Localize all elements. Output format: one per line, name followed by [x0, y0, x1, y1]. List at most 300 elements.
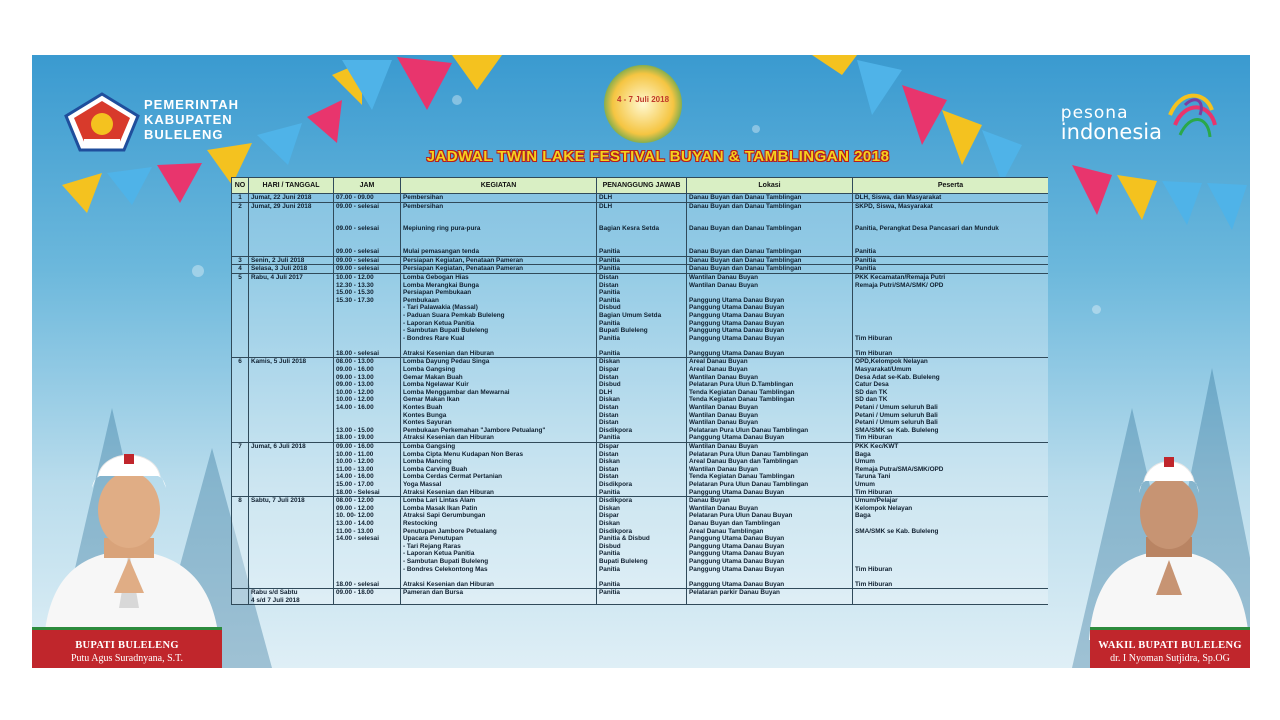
- cell-time: [334, 202, 401, 256]
- cell-time-line: 09.00 - 12.00: [336, 504, 374, 512]
- cell-responsible-line: Distan: [599, 465, 619, 473]
- cell-location: [687, 273, 853, 358]
- cell-responsible-line: Disbud: [599, 381, 621, 389]
- cell-location-line: Pelataran Pura Ulun D.Tamblingan: [689, 381, 794, 389]
- cell-time-line: 13.00 - 14.00: [336, 519, 374, 527]
- cell-participants-line: SD dan TK: [855, 388, 888, 396]
- cell-responsible-line: Disbud: [599, 304, 621, 312]
- cell-activity-line: - Sambutan Bupati Buleleng: [403, 557, 489, 565]
- cell-responsible-line: Distan: [599, 450, 619, 458]
- cell-location-line: Wantilan Danau Buyan: [689, 465, 759, 473]
- cell-activity-line: Persiapan Kegiatan, Penataan Pameran: [403, 265, 524, 273]
- cell-no: 3: [232, 256, 249, 265]
- cell-responsible-line: Distan: [599, 281, 619, 289]
- cell-time-line: [336, 210, 398, 218]
- table-row: [232, 443, 1049, 497]
- cell-location: [687, 256, 853, 265]
- cell-location: [687, 265, 853, 274]
- cell-time-line: 09.00 - 16.00: [336, 366, 374, 374]
- cell-day-line: Kamis, 5 Juli 2018: [251, 358, 307, 366]
- cell-participants-line: [855, 312, 1046, 320]
- cell-day: [249, 497, 334, 589]
- cell-time-line: [336, 312, 398, 320]
- cell-location-line: [689, 342, 850, 350]
- cell-no: 5: [232, 273, 249, 358]
- cell-responsible-line: Panitia & Disbud: [599, 535, 650, 543]
- cell-responsible-line: Panitia: [599, 334, 620, 342]
- cell-activity-line: Atraksi Kesenian dan Hiburan: [403, 580, 494, 588]
- cell-location-line: [689, 210, 850, 218]
- cell-location-line: Danau Buyan dan Danau Tamblingan: [689, 194, 802, 201]
- cell-time-line: 18.00 - Selesai: [336, 488, 380, 496]
- cell-activity-line: Lomba Menggambar dan Mewarnai: [403, 388, 510, 396]
- cell-time-line: 09.00 - 13.00: [336, 381, 374, 389]
- cell-activity: [401, 265, 597, 274]
- cell-location-line: Danau Buyan dan Danau Tamblingan: [689, 265, 802, 273]
- cell-responsible-line: Distan: [599, 419, 619, 427]
- cell-time-line: 10.00 - 12.00: [336, 458, 374, 466]
- cell-participants-line: [855, 342, 1046, 350]
- cell-participants: [853, 256, 1049, 265]
- cell-location-line: Wantilan Danau Buyan: [689, 373, 759, 381]
- cell-responsible-line: Bagian Umum Setda: [599, 311, 662, 319]
- bunting-flags-center: [332, 55, 752, 185]
- cell-time-line: 11.00 - 13.00: [336, 465, 374, 473]
- cell-location-line: Pelataran Pura Ulun Danau Tamblingan: [689, 426, 809, 434]
- cell-location-line: Danau Buyan dan Tamblingan: [689, 519, 781, 527]
- cell-participants-line: [855, 589, 1046, 597]
- cell-activity-line: Lomba Mancing: [403, 458, 452, 466]
- cell-participants-line: Baga: [855, 512, 871, 520]
- cell-time-line: 14.00 - selesai: [336, 535, 379, 543]
- cell-location-line: Danau Buyan: [689, 497, 730, 505]
- cell-responsible-line: [599, 218, 684, 226]
- cell-day: [249, 273, 334, 358]
- festival-logo: [604, 65, 682, 143]
- cell-activity-line: Restocking: [403, 519, 438, 527]
- cell-activity-line: - Bondres Celekontong Mas: [403, 565, 488, 573]
- cell-responsible-line: Distan: [599, 373, 619, 381]
- cell-time-line: 10.00 - 12.00: [336, 396, 374, 404]
- cell-responsible-line: [599, 241, 684, 249]
- government-name: [144, 97, 239, 142]
- cell-participants-line: Panitia: [855, 265, 876, 273]
- cell-location-line: Panggung Utama Danau Buyan: [689, 434, 785, 442]
- cell-day-line: Jumat, 22 Juni 2018: [251, 194, 312, 201]
- cell-responsible-line: [599, 210, 684, 218]
- column-header-location: Lokasi: [687, 178, 853, 194]
- vice-regent-name: dr. I Nyoman Sutjidra, Sp.OG: [1110, 653, 1230, 664]
- cell-time-line: 15.30 - 17.30: [336, 296, 374, 304]
- cell-activity-line: Atraksi Kesenian dan Hiburan: [403, 434, 494, 442]
- cell-time-line: 09.00 - 18.00: [336, 589, 374, 597]
- cell-activity-line: - Laporan Ketua Panitia: [403, 319, 475, 327]
- government-line: KABUPATEN: [144, 112, 233, 127]
- cell-day: [249, 265, 334, 274]
- column-header-responsible: PENANGGUNG JAWAB: [597, 178, 687, 194]
- cell-time-line: 09.00 - selesai: [336, 248, 379, 256]
- cell-time-line: 10.00 - 11.00: [336, 450, 374, 458]
- cell-no: 1: [232, 194, 249, 203]
- cell-activity-line: Persiapan Kegiatan, Penataan Pameran: [403, 256, 524, 264]
- cell-responsible-line: Bupati Buleleng: [599, 327, 648, 335]
- cell-responsible: [597, 202, 687, 256]
- cell-responsible-line: Panitia: [599, 265, 620, 273]
- cell-activity-line: Kontes Buah: [403, 404, 443, 412]
- cell-responsible-line: Bupati Buleleng: [599, 557, 648, 565]
- cell-no: 7: [232, 443, 249, 497]
- cell-time-line: 10.00 - 12.00: [336, 273, 374, 281]
- cell-day: [249, 202, 334, 256]
- cell-participants-line: Petani / Umum seluruh Bali: [855, 411, 938, 419]
- cell-activity-line: Yoga Massal: [403, 480, 442, 488]
- cell-time-line: 11.00 - 13.00: [336, 527, 374, 535]
- vice-regent-caption: [1090, 627, 1250, 668]
- cell-location-line: Areal Danau Buyan: [689, 358, 748, 366]
- cell-time-line: 10. 00- 12.00: [336, 512, 374, 520]
- cell-day: [249, 194, 334, 203]
- column-header-time: JAM: [334, 178, 401, 194]
- government-line: BULELENG: [144, 127, 224, 142]
- cell-participants-line: PKK Kecamatan/Remaja Putri: [855, 273, 946, 281]
- cell-location-line: Panggung Utama Danau Buyan: [689, 304, 785, 312]
- regent-portrait: [34, 428, 224, 640]
- cell-location-line: Pelataran parkir Danau Buyan: [689, 589, 780, 597]
- cell-location-line: [689, 289, 850, 297]
- cell-activity-line: - Tari Rejang Raras: [403, 542, 461, 550]
- cell-location-line: Panggung Utama Danau Buyan: [689, 542, 785, 550]
- cell-activity-line: Atraksi Sapi Gerumbungan: [403, 512, 486, 520]
- cell-activity-line: - Laporan Ketua Panitia: [403, 550, 475, 558]
- cell-location-line: [689, 218, 850, 226]
- cell-responsible-line: Disdikpora: [599, 426, 633, 434]
- government-line: PEMERINTAH: [144, 97, 239, 112]
- cell-responsible-line: Dispar: [599, 443, 619, 450]
- cell-activity: [401, 256, 597, 265]
- column-header-activity: KEGIATAN: [401, 178, 597, 194]
- cell-time: [334, 194, 401, 203]
- cell-participants-line: Panitia: [855, 248, 876, 256]
- cell-activity-line: Mepiuning ring pura-pura: [403, 225, 481, 233]
- cell-location-line: Tenda Kegiatan Danau Tamblingan: [689, 473, 795, 481]
- cell-activity-line: Lomba Gebogan Hias: [403, 273, 469, 281]
- cell-location-line: Danau Buyan dan Danau Tamblingan: [689, 248, 802, 256]
- cell-participants-line: Petani / Umum seluruh Bali: [855, 404, 938, 412]
- schedule-title: JADWAL TWIN LAKE FESTIVAL BUYAN & TAMBLINGAN 2018: [426, 148, 890, 165]
- cell-time-line: 08.00 - 13.00: [336, 358, 374, 366]
- cell-no: [232, 589, 249, 605]
- cell-activity-line: [403, 241, 594, 249]
- cell-activity-line: - Paduan Suara Pemkab Buleleng: [403, 311, 505, 319]
- cell-location-line: Areal Danau Buyan dan Tamblingan: [689, 458, 798, 466]
- cell-time-line: 18.00 - 19.00: [336, 434, 374, 442]
- cell-responsible-line: Panitia: [599, 349, 620, 357]
- cell-participants-line: Catur Desa: [855, 381, 889, 389]
- cell-time-line: 10.00 - 12.00: [336, 388, 374, 396]
- cell-location-line: Wantilan Danau Buyan: [689, 411, 759, 419]
- cell-location-line: [689, 233, 850, 241]
- cell-responsible-line: Panitia: [599, 488, 620, 496]
- cell-day-line: Rabu s/d Sabtu: [251, 589, 298, 597]
- cell-activity-line: Kontes Bunga: [403, 411, 447, 419]
- cell-activity-line: Lomba Masak Ikan Patin: [403, 504, 478, 512]
- cell-responsible-line: [599, 342, 684, 350]
- cell-location-line: Danau Buyan dan Danau Tamblingan: [689, 256, 802, 264]
- cell-time: [334, 256, 401, 265]
- cell-responsible-line: Panitia: [599, 550, 620, 558]
- table-header-row: [232, 178, 1049, 194]
- cell-responsible-line: DLH: [599, 202, 613, 210]
- cell-participants-line: Panitia, Perangkat Desa Pancasari dan Munduk: [855, 225, 999, 233]
- cell-participants: [853, 358, 1049, 443]
- cell-day: [249, 256, 334, 265]
- cell-activity-line: Lomba Cerdas Cermat Pertanian: [403, 473, 503, 481]
- cell-participants-line: [855, 573, 1046, 581]
- cell-location-line: Danau Buyan dan Danau Tamblingan: [689, 225, 802, 233]
- cell-participants-line: Tim Hiburan: [855, 349, 893, 357]
- cell-time-line: 09.00 - 13.00: [336, 373, 374, 381]
- cell-time-line: [336, 233, 398, 241]
- cell-responsible-line: Diskan: [599, 396, 620, 404]
- cell-location-line: Tenda Kegiatan Danau Tamblingan: [689, 396, 795, 404]
- cell-responsible-line: Bagian Kesra Setda: [599, 225, 660, 233]
- cell-location-line: Panggung Utama Danau Buyan: [689, 327, 785, 335]
- cell-time-line: 09.00 - 16.00: [336, 443, 374, 450]
- cell-no: 6: [232, 358, 249, 443]
- cell-time-line: [336, 558, 398, 566]
- cell-participants-line: Tim Hiburan: [855, 565, 893, 573]
- table-row: [232, 256, 1049, 265]
- cell-day: [249, 589, 334, 605]
- cell-responsible-line: Disdikpora: [599, 480, 633, 488]
- cell-responsible: [597, 256, 687, 265]
- cell-time: [334, 273, 401, 358]
- cell-responsible-line: Distan: [599, 404, 619, 412]
- pesona-word: pesona: [1060, 103, 1129, 123]
- cell-activity-line: [403, 210, 594, 218]
- cell-time-line: [336, 304, 398, 312]
- cell-time: [334, 443, 401, 497]
- cell-participants-line: SMA/SMK se Kab. Buleleng: [855, 426, 939, 434]
- cell-activity-line: Lomba Carving Buah: [403, 465, 468, 473]
- cell-participants-line: Desa Adat se-Kab. Buleleng: [855, 373, 940, 381]
- cell-participants: [853, 443, 1049, 497]
- cell-time-line: 09.00 - selesai: [336, 202, 379, 210]
- column-header-participants: Peserta: [853, 178, 1049, 194]
- cell-time-line: 15.00 - 17.00: [336, 480, 374, 488]
- cell-activity: [401, 202, 597, 256]
- cell-day: [249, 443, 334, 497]
- cell-participants-line: [855, 289, 1046, 297]
- cell-location-line: Wantilan Danau Buyan: [689, 504, 759, 512]
- cell-day-line: Sabtu, 7 Juli 2018: [251, 497, 305, 505]
- cell-day-line: Senin, 2 Juli 2018: [251, 256, 305, 264]
- cell-participants-line: [855, 210, 1046, 218]
- cell-location: [687, 497, 853, 589]
- cell-time: [334, 497, 401, 589]
- cell-time-line: [336, 335, 398, 343]
- cell-location-line: Panggung Utama Danau Buyan: [689, 349, 785, 357]
- cell-participants-line: Remaja Putri/SMA/SMK/ OPD: [855, 281, 944, 289]
- cell-location-line: Pelataran Pura Ulun Danau Tamblingan: [689, 450, 809, 458]
- cell-activity-line: - Tari Palawakia (Massal): [403, 304, 478, 312]
- cell-location-line: Wantilan Danau Buyan: [689, 443, 759, 450]
- cell-responsible-line: Panitia: [599, 248, 620, 256]
- column-header-no: NO: [232, 178, 249, 194]
- pesona-indonesia-logo: [1061, 105, 1162, 143]
- cell-participants-line: Taruna Tani: [855, 473, 891, 481]
- cell-participants-line: Tim Hiburan: [855, 580, 893, 588]
- cell-responsible-line: Disbud: [599, 542, 621, 550]
- cell-responsible-line: DLH: [599, 388, 613, 396]
- cell-participants-line: Tim Hiburan: [855, 334, 893, 342]
- cell-day: [249, 358, 334, 443]
- cell-activity-line: Pembukaan Perkemahan "Jambore Petualang": [403, 426, 546, 434]
- cell-participants-line: DLH, Siswa, dan Masyarakat: [855, 194, 942, 201]
- cell-time-line: 08.00 - 12.00: [336, 497, 374, 505]
- schedule-table-body: [232, 194, 1049, 605]
- cell-activity-line: Lomba Gangsing: [403, 443, 456, 450]
- cell-responsible-line: Diskan: [599, 358, 620, 366]
- cell-participants-line: SD dan TK: [855, 396, 888, 404]
- cell-activity-line: Pembukaan: [403, 296, 439, 304]
- bokeh-light: [752, 125, 760, 133]
- cell-responsible-line: Panitia: [599, 565, 620, 573]
- cell-participants-line: Masyarakat/Umum: [855, 366, 912, 374]
- cell-responsible-line: Panitia: [599, 589, 620, 597]
- cell-time-line: 09.00 - selesai: [336, 225, 379, 233]
- cell-time-line: [336, 412, 398, 420]
- cell-participants-line: [855, 550, 1046, 558]
- cell-participants-line: [855, 558, 1046, 566]
- cell-participants: [853, 202, 1049, 256]
- cell-no: 2: [232, 202, 249, 256]
- cell-time-line: 07.00 - 09.00: [336, 194, 374, 201]
- cell-no: 8: [232, 497, 249, 589]
- cell-activity: [401, 497, 597, 589]
- cell-participants-line: [855, 320, 1046, 328]
- cell-responsible-line: Panitia: [599, 319, 620, 327]
- cell-day-line: Selasa, 3 Juli 2018: [251, 265, 308, 273]
- cell-activity-line: Lomba Lari Lintas Alam: [403, 497, 476, 505]
- cell-responsible-line: Panitia: [599, 580, 620, 588]
- cell-responsible-line: [599, 573, 684, 581]
- cell-location-line: Panggung Utama Danau Buyan: [689, 557, 785, 565]
- cell-participants: [853, 273, 1049, 358]
- cell-participants-line: [855, 304, 1046, 312]
- festival-banner: [32, 55, 1250, 668]
- schedule-table-container: [231, 177, 1048, 649]
- cell-location-line: Areal Danau Buyan: [689, 366, 748, 374]
- cell-participants-line: OPD,Kelompok Nelayan: [855, 358, 928, 366]
- buleleng-emblem-icon: [62, 92, 142, 152]
- cell-participants-line: Tim Hiburan: [855, 434, 893, 442]
- cell-activity-line: Lomba Merangkai Bunga: [403, 281, 479, 289]
- cell-responsible-line: [599, 233, 684, 241]
- cell-activity-line: [403, 218, 594, 226]
- cell-location-line: Panggung Utama Danau Buyan: [689, 580, 785, 588]
- cell-time-line: 13.00 - 15.00: [336, 426, 374, 434]
- cell-responsible-line: Diskan: [599, 504, 620, 512]
- cell-activity: [401, 194, 597, 203]
- cell-activity-line: Pembersihan: [403, 194, 444, 201]
- cell-responsible: [597, 358, 687, 443]
- cell-participants-line: Tim Hiburan: [855, 488, 893, 496]
- regent-name: Putu Agus Suradnyana, S.T.: [70, 653, 184, 664]
- cell-location-line: Panggung Utama Danau Buyan: [689, 535, 785, 543]
- cell-time: [334, 589, 401, 605]
- column-header-day: HARI / TANGGAL: [249, 178, 334, 194]
- cell-location-line: Pelataran Pura Ulun Danau Buyan: [689, 512, 793, 520]
- cell-activity-line: Gemar Makan Buah: [403, 373, 463, 381]
- cell-activity-line: Upacara Penutupan: [403, 535, 464, 543]
- cell-responsible: [597, 194, 687, 203]
- cell-location-line: Pelataran Pura Ulun Danau Tamblingan: [689, 480, 809, 488]
- cell-responsible-line: Diskan: [599, 519, 620, 527]
- cell-participants-line: Umum/Pelajar: [855, 497, 898, 505]
- cell-location: [687, 443, 853, 497]
- cell-participants-line: Petani / Umum seluruh Bali: [855, 419, 938, 427]
- cell-location-line: Wantilan Danau Buyan: [689, 419, 759, 427]
- cell-participants: [853, 497, 1049, 589]
- cell-participants: [853, 194, 1049, 203]
- cell-location-line: Wantilan Danau Buyan: [689, 273, 759, 281]
- cell-responsible-line: Distan: [599, 473, 619, 481]
- cell-responsible-line: Dispar: [599, 366, 619, 374]
- cell-activity-line: Pameran dan Bursa: [403, 589, 464, 597]
- cell-day-line: Rabu, 4 Juli 2017: [251, 273, 303, 281]
- indonesia-word: indonesia: [1060, 120, 1162, 144]
- cell-participants-line: SKPD, Siswa, Masyarakat: [855, 202, 933, 210]
- cell-activity-line: Pembersihan: [403, 202, 444, 210]
- cell-no: 4: [232, 265, 249, 274]
- cell-activity: [401, 358, 597, 443]
- cell-activity-line: Lomba Cipta Menu Kudapan Non Beras: [403, 450, 524, 458]
- table-row: [232, 265, 1049, 274]
- cell-activity: [401, 273, 597, 358]
- cell-location-line: Panggung Utama Danau Buyan: [689, 296, 785, 304]
- cell-responsible-line: Distan: [599, 411, 619, 419]
- table-row: [232, 358, 1049, 443]
- cell-responsible: [597, 265, 687, 274]
- cell-day-line: Jumat, 29 Juni 2018: [251, 202, 312, 210]
- cell-activity-line: - Sambutan Bupati Buleleng: [403, 327, 489, 335]
- vice-regent-title: WAKIL BUPATI BULELENG: [1098, 640, 1242, 651]
- cell-time-line: 15.00 - 15.30: [336, 289, 374, 297]
- cell-activity-line: Gemar Makan Ikan: [403, 396, 460, 404]
- cell-location-line: Wantilan Danau Buyan: [689, 281, 759, 289]
- cell-activity-line: [403, 573, 594, 581]
- cell-activity-line: Penutupan Jambore Petualang: [403, 527, 497, 535]
- cell-participants-line: SMA/SMK se Kab. Buleleng: [855, 527, 939, 535]
- cell-location-line: Areal Danau Tamblingan: [689, 527, 764, 535]
- cell-participants-line: [855, 327, 1046, 335]
- cell-responsible-line: Diskan: [599, 458, 620, 466]
- cell-time-line: [336, 573, 398, 581]
- cell-responsible-line: Disdikpora: [599, 527, 633, 535]
- cell-location-line: Panggung Utama Danau Buyan: [689, 488, 785, 496]
- cell-responsible-line: Panitia: [599, 256, 620, 264]
- table-row: [232, 202, 1049, 256]
- cell-participants-line: [855, 543, 1046, 551]
- cell-responsible-line: Panitia: [599, 296, 620, 304]
- cell-time-line: [336, 566, 398, 574]
- festival-logo-date: 4 - 7 Juli 2018: [616, 95, 670, 104]
- cell-participants-line: [855, 218, 1046, 226]
- cell-time-line: [336, 241, 398, 249]
- cell-location-line: Panggung Utama Danau Buyan: [689, 334, 785, 342]
- cell-participants-line: PKK Kec/KWT: [855, 443, 899, 450]
